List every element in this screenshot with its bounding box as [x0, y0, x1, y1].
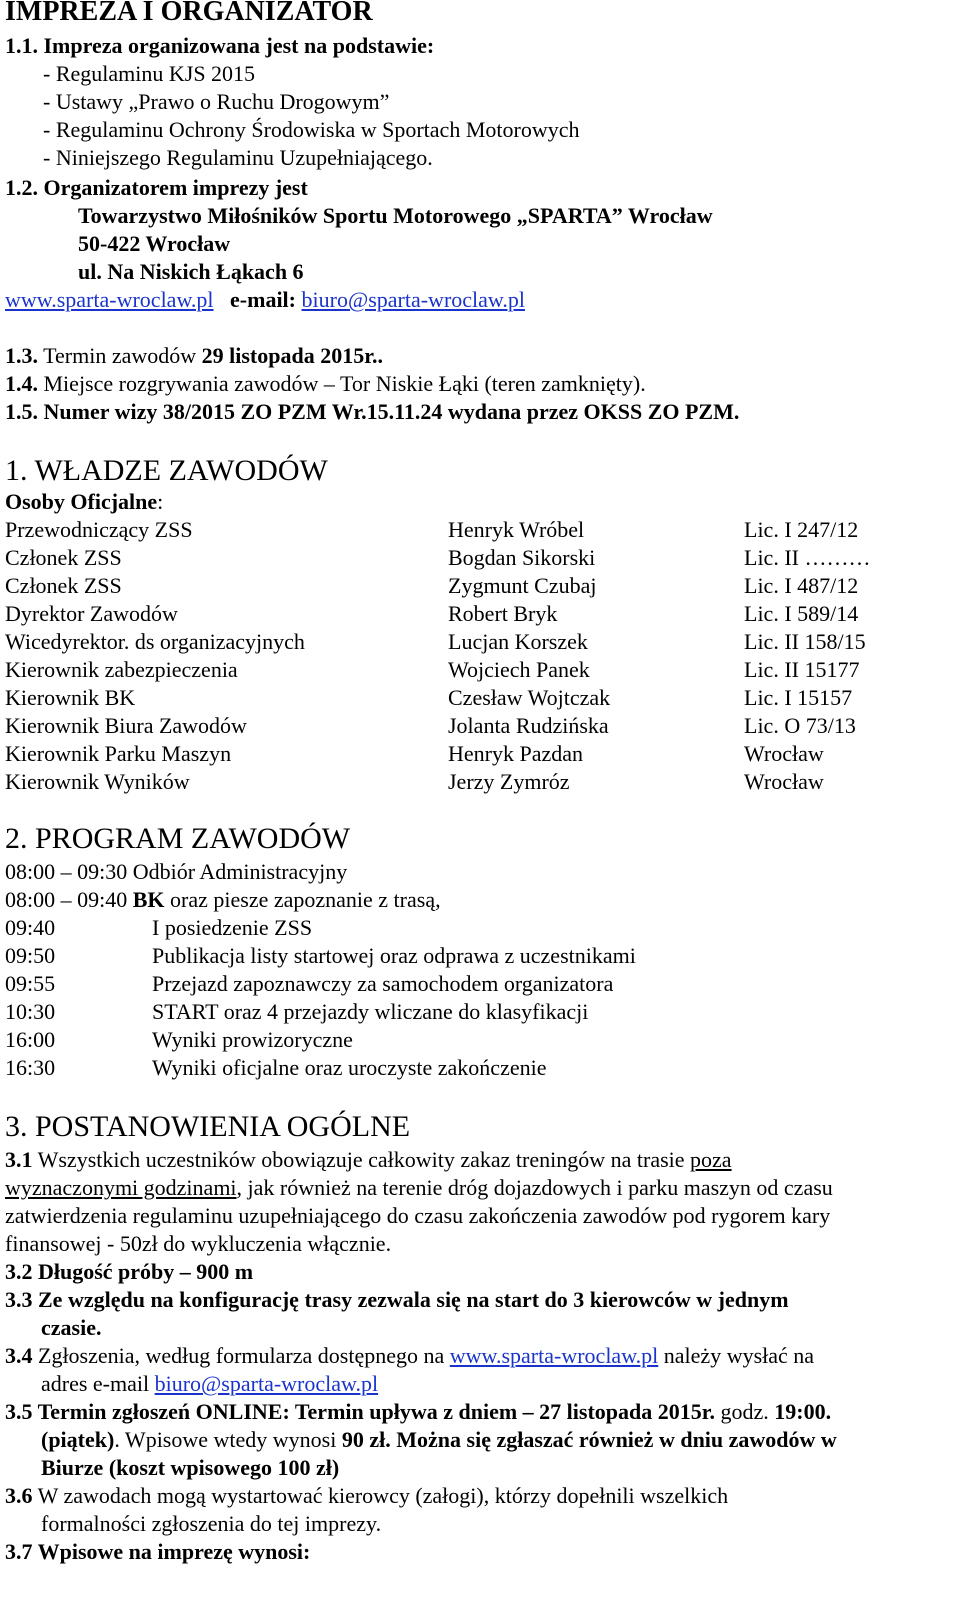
- event-date: 29 listopada 2015r..: [201, 343, 383, 368]
- rule-underlined: wyznaczonymi godzinami: [5, 1175, 237, 1200]
- program-bk: BK: [132, 887, 165, 912]
- official-name: Jolanta Rudzińska: [448, 713, 609, 738]
- rule-3-1-line: finansowej - 50zł do wykluczenia włącznie.: [5, 1231, 392, 1256]
- rule-3-4-line: [41, 1370, 378, 1398]
- program-time: 16:30: [5, 1055, 56, 1080]
- rule-3-3-line: 3.3 Ze względu na konfigurację trasy zezwala się na start do 3 kierowców w jednym: [5, 1287, 789, 1312]
- rule-text-bold: Można się zgłaszać również w dniu zawodów w: [390, 1427, 837, 1452]
- rule-3-1-line: [5, 1174, 833, 1202]
- rule-3-2: 3.2 Długość próby – 900 m: [5, 1259, 254, 1284]
- official-license: Lic. II 15177: [744, 657, 860, 682]
- program-text: Wyniki prowizoryczne: [152, 1027, 353, 1052]
- website-link[interactable]: www.sparta-wroclaw.pl: [449, 1343, 659, 1368]
- rule-text: Wszystkich uczestników obowiązuje całkowity zakaz treningów na trasie: [32, 1147, 691, 1172]
- program-time: 10:30: [5, 999, 56, 1024]
- list-item: - Ustawy „Prawo o Ruchu Drogowym”: [43, 89, 390, 114]
- official-license: Lic. II 158/15: [744, 629, 866, 654]
- official-name: Wojciech Panek: [448, 657, 590, 682]
- official-name: Henryk Wróbel: [448, 517, 585, 542]
- official-role: Członek ZSS: [5, 573, 122, 598]
- program-row: [5, 886, 441, 914]
- rule-text: . Wpisowe wtedy wynosi: [114, 1427, 342, 1452]
- rule-text: należy wysłać na: [658, 1343, 815, 1368]
- official-role: Dyrektor Zawodów: [5, 601, 178, 626]
- deadline-time: 19:00.: [774, 1399, 832, 1424]
- section-1-1-title: 1.1. Impreza organizowana jest na podstawie:: [5, 33, 435, 58]
- email-link[interactable]: biuro@sparta-wroclaw.pl: [301, 287, 525, 312]
- rule-3-3-line: czasie.: [41, 1315, 102, 1340]
- program-time: 16:00: [5, 1027, 56, 1052]
- organizer-name: Towarzystwo Miłośników Sportu Motorowego „SPARTA” Wrocław: [78, 203, 713, 228]
- rule-text: adres e-mail: [41, 1371, 155, 1396]
- official-license: Wrocław: [744, 769, 824, 794]
- website-link[interactable]: www.sparta-wroclaw.pl: [5, 287, 214, 312]
- program-text: Przejazd zapoznawczy za samochodem organizatora: [152, 971, 614, 996]
- rule-number: 3.1: [5, 1147, 33, 1172]
- program-text: START oraz 4 przejazdy wliczane do klasyfikacji: [152, 999, 589, 1024]
- rule-3-1-line: [5, 1146, 732, 1174]
- email-link[interactable]: biuro@sparta-wroclaw.pl: [154, 1371, 379, 1396]
- official-license: Lic. I 487/12: [744, 573, 859, 598]
- program-time: 09:55: [5, 971, 56, 996]
- organizer-street: ul. Na Niskich Łąkach 6: [78, 259, 304, 284]
- list-item: - Regulaminu Ochrony Środowiska w Sportach Motorowych: [43, 117, 580, 142]
- official-name: Henryk Pazdan: [448, 741, 584, 766]
- rule-text: Zgłoszenia, według formularza dostępnego na: [32, 1343, 450, 1368]
- contact-line: [5, 286, 525, 314]
- official-license: Lic. O 73/13: [744, 713, 856, 738]
- official-role: Wicedyrektor. ds organizacyjnych: [5, 629, 305, 654]
- rule-text: godz.: [714, 1399, 775, 1424]
- rule-3-5-line: [5, 1398, 831, 1426]
- rule-3-5-line: [41, 1426, 837, 1454]
- program-row: 08:00 – 09:30 Odbiór Administracyjny: [5, 859, 348, 884]
- program-text: I posiedzenie ZSS: [152, 915, 313, 940]
- program-text: Publikacja listy startowej oraz odprawa z uczestnikami: [152, 943, 636, 968]
- program-text: Wyniki oficjalne oraz uroczyste zakończenie: [152, 1055, 547, 1080]
- organizer-city: 50-422 Wrocław: [78, 231, 231, 256]
- official-role: Kierownik Biura Zawodów: [5, 713, 247, 738]
- official-role: Członek ZSS: [5, 545, 122, 570]
- official-license: Lic. I 247/12: [744, 517, 859, 542]
- rule-underlined: poza: [690, 1147, 732, 1172]
- postanowienia-title: 3. POSTANOWIENIA OGÓLNE: [5, 1110, 411, 1143]
- page-heading: IMPREZA I ORGANIZATOR: [5, 0, 373, 27]
- rule-number: 3.4: [5, 1343, 33, 1368]
- wladze-title: 1. WŁADZE ZAWODÓW: [5, 454, 328, 487]
- official-role: Kierownik BK: [5, 685, 136, 710]
- rule-3-6-line: [5, 1482, 728, 1510]
- program-time: 09:50: [5, 943, 56, 968]
- entry-fee: 90 zł.: [341, 1427, 391, 1452]
- list-item: - Regulaminu KJS 2015: [43, 61, 256, 86]
- rule-3-1-line: zatwierdzenia regulaminu uzupełniającego do czasu zakończenia zawodów pod rygorem kary: [5, 1203, 831, 1228]
- officials-subtitle-colon: :: [157, 489, 164, 514]
- list-item: - Niniejszego Regulaminu Uzupełniającego.: [43, 145, 433, 170]
- official-role: Kierownik zabezpieczenia: [5, 657, 238, 682]
- section-1-3: [5, 342, 383, 370]
- rule-text-bold: (piątek): [41, 1427, 115, 1452]
- officials-subtitle-label: Osoby Oficjalne: [5, 489, 158, 514]
- official-name: Bogdan Sikorski: [448, 545, 596, 570]
- section-1-3-text: Termin zawodów: [38, 343, 202, 368]
- rule-3-7: 3.7 Wpisowe na imprezę wynosi:: [5, 1539, 311, 1564]
- program-time: 09:40: [5, 915, 56, 940]
- official-license: Lic. I 15157: [744, 685, 853, 710]
- official-role: Przewodniczący ZSS: [5, 517, 193, 542]
- program-title: 2. PROGRAM ZAWODÓW: [5, 822, 351, 855]
- rule-3-4-line: [5, 1342, 814, 1370]
- section-1-2-title: 1.2. Organizatorem imprezy jest: [5, 175, 308, 200]
- official-name: Zygmunt Czubaj: [448, 573, 597, 598]
- official-role: Kierownik Parku Maszyn: [5, 741, 232, 766]
- official-name: Jerzy Zymróz: [448, 769, 570, 794]
- official-license: Wrocław: [744, 741, 824, 766]
- program-text: oraz piesze zapoznanie z trasą,: [164, 887, 441, 912]
- rule-3-6-line: formalności zgłoszenia do tej imprezy.: [41, 1511, 382, 1536]
- official-license: Lic. I 589/14: [744, 601, 859, 626]
- rule-text: W zawodach mogą wystartować kierowcy (załogi), którzy dopełnili wszelkich: [32, 1483, 729, 1508]
- section-1-4-text: Miejsce rozgrywania zawodów – Tor Niskie Łąki (teren zamknięty).: [38, 371, 646, 396]
- official-name: Lucjan Korszek: [448, 629, 588, 654]
- rule-number: 3.6: [5, 1483, 33, 1508]
- officials-subtitle: [5, 488, 163, 516]
- official-license: Lic. II ………: [744, 545, 871, 570]
- section-1-4: [5, 370, 646, 398]
- official-name: Czesław Wojtczak: [448, 685, 611, 710]
- official-role: Kierownik Wyników: [5, 769, 190, 794]
- rule-3-5-line: Biurze (koszt wpisowego 100 zł): [41, 1455, 340, 1480]
- program-time: 08:00 – 09:40: [5, 887, 133, 912]
- email-label: e-mail:: [230, 287, 296, 312]
- rule-text-bold: 3.5 Termin zgłoszeń ONLINE: Termin upływa z dniem – 27 listopada 2015r.: [5, 1399, 715, 1424]
- section-1-5: 1.5. Numer wizy 38/2015 ZO PZM Wr.15.11.24 wydana przez OKSS ZO PZM.: [5, 399, 740, 424]
- rule-text: , jak również na terenie dróg dojazdowych i parku maszyn od czasu: [236, 1175, 833, 1200]
- section-number: 1.4.: [5, 371, 38, 396]
- official-name: Robert Bryk: [448, 601, 558, 626]
- section-number: 1.3.: [5, 343, 38, 368]
